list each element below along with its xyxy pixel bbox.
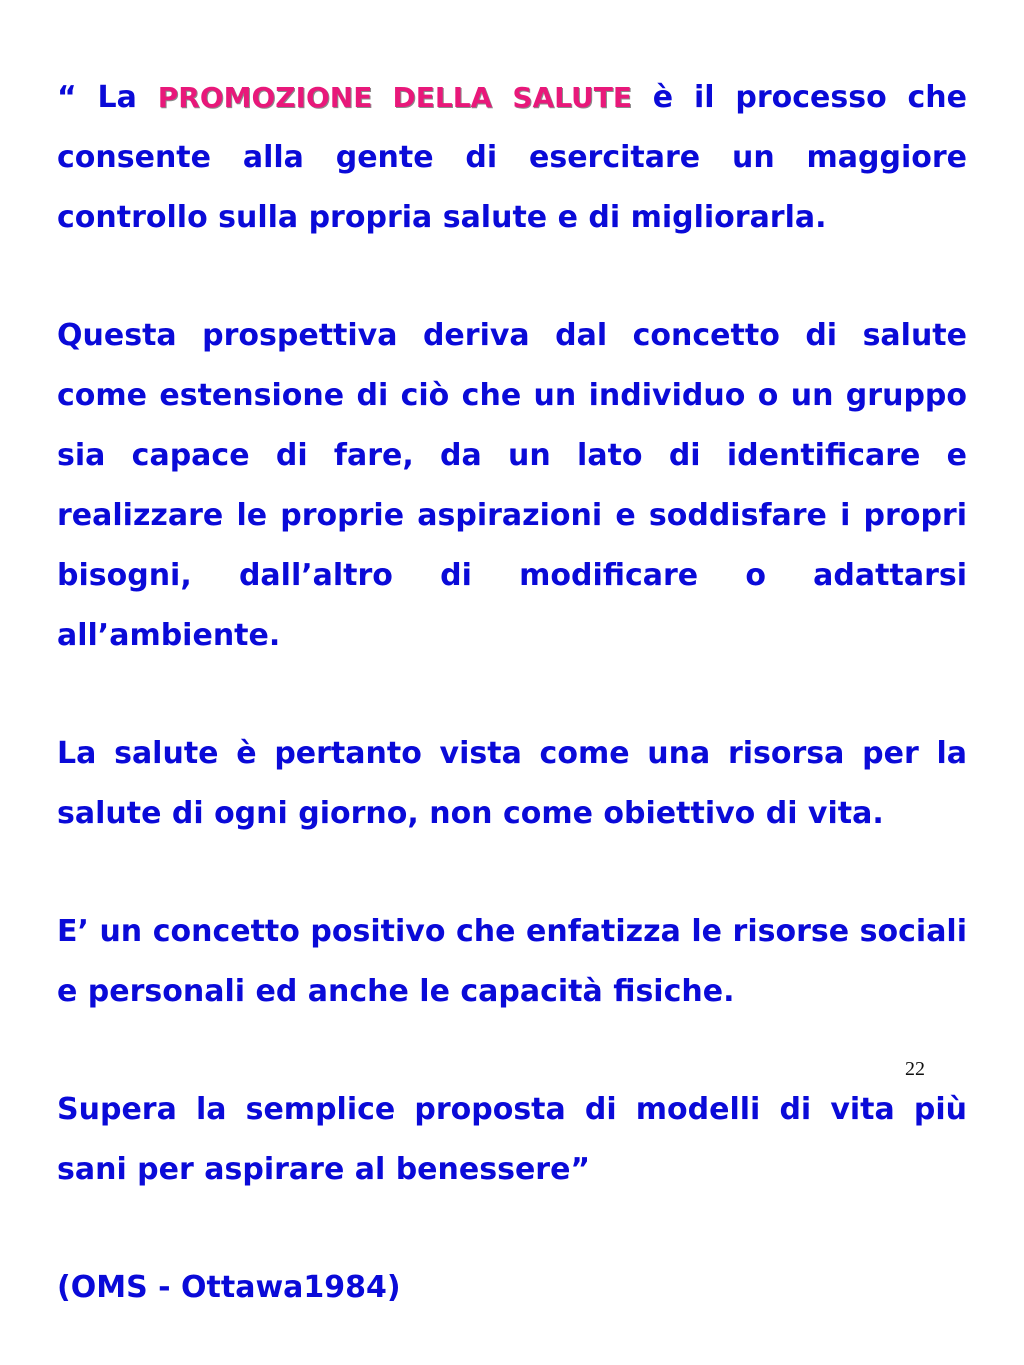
definition-text: è il processo che consente alla gente di esercitare un maggiore controllo sulla propria salute e di migliorarla. <box>57 80 968 235</box>
document-body <box>57 68 967 1318</box>
page-number: 22 <box>905 1058 925 1080</box>
perspective-paragraph: Questa prospettiva deriva dal concetto di salute come estensione di ciò che un individuo o un gruppo sia capace di fare, da un lato di identificare e realizzare le proprie aspirazioni e soddisfare i propri bisogni, dall’altro di modificare o adattarsi all’ambiente. <box>57 318 967 653</box>
highlighted-term: PROMOZIONE DELLA SALUTE <box>157 81 632 114</box>
resource-paragraph: La salute è pertanto vista come una risorsa per la salute di ogni giorno, non come obiettivo di vita. <box>57 736 967 831</box>
definition-paragraph <box>57 68 967 248</box>
wellbeing-paragraph: Supera la semplice proposta di modelli di vita più sani per aspirare al benessere” <box>57 1092 967 1187</box>
positive-concept-paragraph: E’ un concetto positivo che enfatizza le risorse sociali e personali ed anche le capacità fisiche. <box>57 914 967 1009</box>
quote-opening: “ La <box>57 80 158 115</box>
source-citation: (OMS - Ottawa1984) <box>57 1270 401 1305</box>
